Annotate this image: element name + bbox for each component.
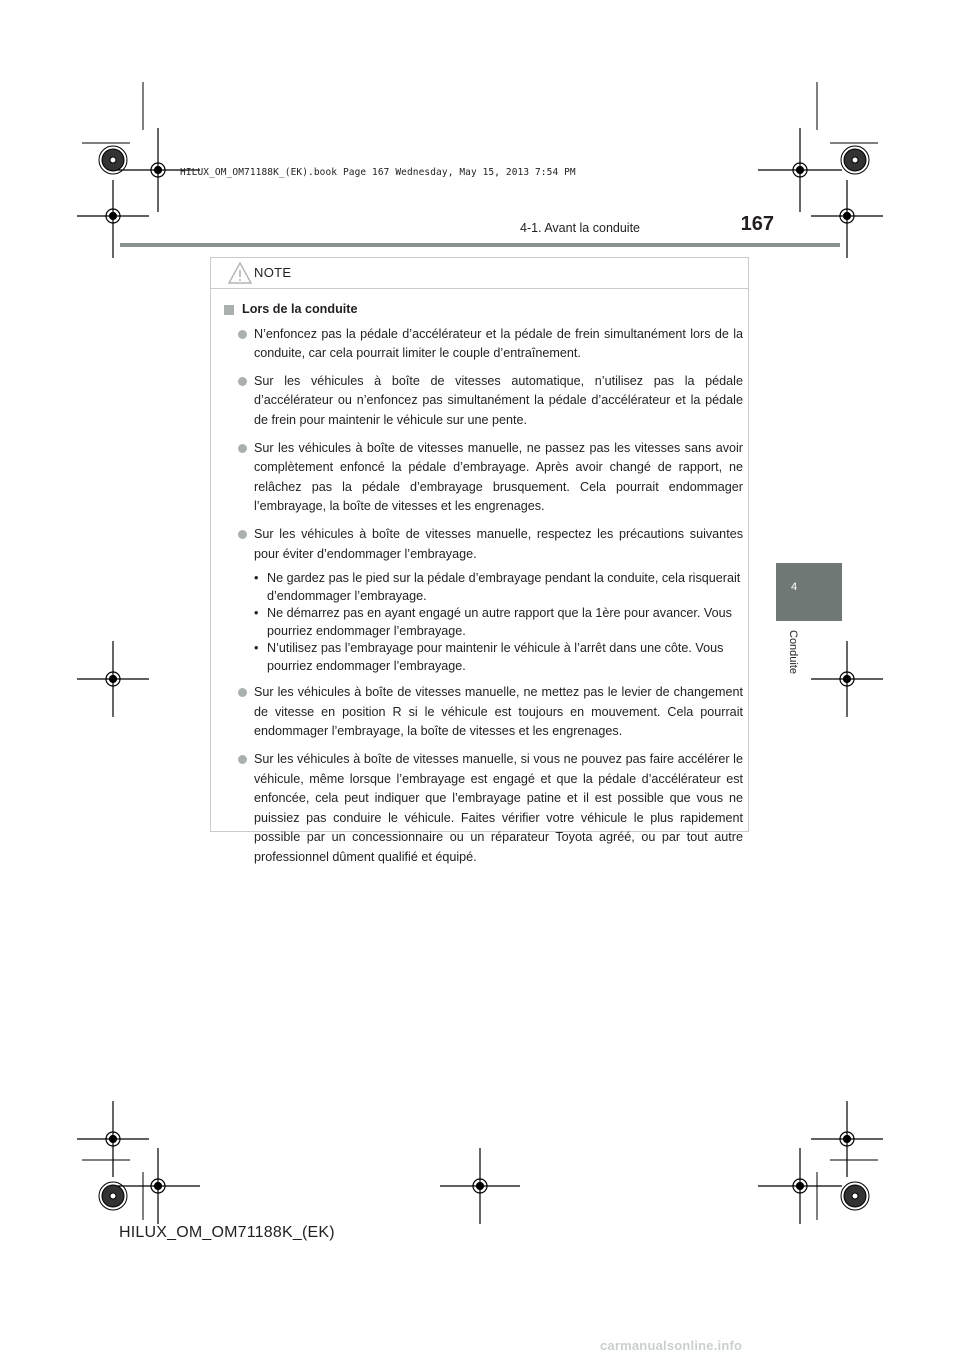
document-code: HILUX_OM_OM71188K_(EK) (119, 1224, 335, 1241)
note-box (210, 257, 749, 864)
sub-item-text: N’utilisez pas l’embrayage pour maintenir le véhicule à l’arrêt dans une côte. Vous pourriez endommager l’embrayage. (267, 641, 724, 673)
circle-bullet-icon (238, 688, 247, 697)
section-header: 4-1. Avant la conduite (520, 221, 640, 235)
note-item-text: Sur les véhicules à boîte de vitesses manuelle, si vous ne pouvez pas faire accélérer le véhicule, même lorsque l’embrayage est engagé et que la pédale d’accélérateur est enfoncée, cela peut indiquer que l’embrayage patine et il est possible que vous ne puissiez pas conduire le véhicule. Faites vérifier votre véhicule le plus rapidement possible par un concessionnaire ou un réparateur Toyota agréé, ou par tout autre professionnel dûment qualifié et équipé. (254, 751, 743, 864)
page-number: 167 (740, 213, 774, 235)
note-item (222, 750, 743, 868)
watermark: carmanualsonline.info (600, 1338, 743, 1353)
circle-bullet-icon (238, 330, 247, 339)
note-header (211, 258, 748, 289)
sub-list (222, 570, 743, 675)
note-item-text: Sur les véhicules à boîte de vitesses manuelle, respectez les précautions suivantes pour éviter d’endommager l’embrayage. (254, 526, 743, 561)
note-label: NOTE (254, 265, 292, 280)
circle-bullet-icon (238, 377, 247, 386)
circle-bullet-icon (238, 530, 247, 539)
square-bullet-icon (224, 305, 234, 315)
warning-triangle-icon (228, 262, 252, 284)
note-item (222, 683, 743, 742)
header-rule (120, 243, 840, 247)
sub-item (222, 605, 743, 640)
note-item-text: Sur les véhicules à boîte de vitesses automatique, n’utilisez pas la pédale d’accélérateur ou n’enfoncez pas simultanément la pédale d’accélérateur et la pédale de frein pour maintenir le véhicule sur une pente. (254, 373, 743, 427)
note-item (222, 372, 743, 431)
note-item-text: Sur les véhicules à boîte de vitesses manuelle, ne passez pas les vitesses sans avoir complètement enfoncé la pédale d’embrayage. Après avoir changé de rapport, ne relâchez pas la pédale d’embrayage brusquement. Cela pourrait endommager l’embrayage, la boîte de vitesses et les engrenages. (254, 440, 743, 514)
chapter-tab (776, 563, 842, 621)
chapter-number: 4 (790, 581, 798, 593)
sub-item (222, 570, 743, 605)
note-item (222, 325, 743, 364)
dot-bullet: • (254, 641, 259, 656)
note-item (222, 525, 743, 564)
sub-item-text: Ne gardez pas le pied sur la pédale d’embrayage pendant la conduite, cela risquerait d’endommager l’embrayage. (267, 571, 741, 603)
section-title-text: Lors de la conduite (242, 302, 358, 316)
chapter-title-text: Conduite (787, 630, 799, 675)
circle-bullet-icon (238, 755, 247, 764)
note-section-title (222, 300, 743, 320)
sub-item (222, 640, 743, 675)
note-item (222, 439, 743, 517)
dot-bullet: • (254, 571, 259, 586)
chapter-title (785, 630, 805, 690)
note-content (222, 300, 743, 875)
note-item-text: N’enfoncez pas la pédale d’accélérateur et la pédale de frein simultanément lors de la conduite, car cela pourrait limiter le couple d’entraînement. (254, 326, 743, 361)
book-info-line: HILUX_OM_OM71188K_(EK).book Page 167 Wednesday, May 15, 2013 7:54 PM (180, 167, 576, 178)
note-item-text: Sur les véhicules à boîte de vitesses manuelle, ne mettez pas le levier de changement de vitesse en position R si le véhicule est toujours en mouvement. Cela pourrait endommager l’embrayage, la boîte de vitesses et les engrenages. (254, 685, 743, 739)
sub-item-text: Ne démarrez pas en ayant engagé un autre rapport que la 1ère pour avancer. Vous pourriez endommager l’embrayage. (267, 606, 732, 638)
circle-bullet-icon (238, 444, 247, 453)
dot-bullet: • (254, 606, 259, 621)
